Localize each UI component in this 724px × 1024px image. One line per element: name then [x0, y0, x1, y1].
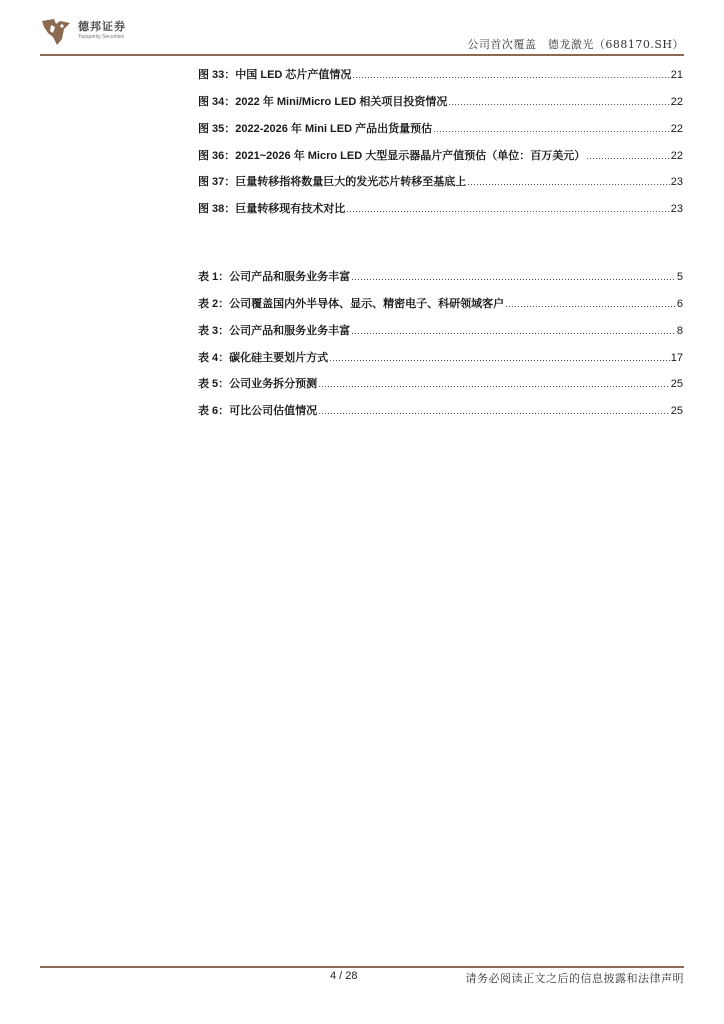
- toc-entry-title: 图 37：巨量转移指将数量巨大的发光芯片转移至基底上: [198, 176, 467, 188]
- toc-entry-title: 图 35：2022-2026 年 Mini LED 产品出货量预估: [198, 123, 433, 135]
- toc-entry-page: 21: [670, 69, 683, 81]
- dot-leader: [346, 201, 669, 217]
- toc-entry-page: 17: [670, 352, 683, 364]
- toc-entry-page: 23: [670, 203, 683, 215]
- toc-entry-page: 8: [676, 325, 683, 337]
- toc-entry[interactable]: [198, 201, 683, 217]
- toc-entry-page: 22: [670, 123, 683, 135]
- page-header: [0, 0, 724, 60]
- dot-leader: [318, 376, 670, 392]
- dot-leader: [505, 296, 676, 312]
- logo-icon: [40, 15, 72, 47]
- toc-entry[interactable]: [198, 148, 683, 164]
- toc-entry-title: 图 38：巨量转移现有技术对比: [198, 203, 346, 215]
- toc-entry[interactable]: [198, 94, 683, 110]
- toc-entry-title: 表 6：可比公司估值情况: [198, 405, 318, 417]
- toc-entry-page: 22: [670, 150, 683, 162]
- toc-entry[interactable]: [198, 174, 683, 190]
- report-title: 公司首次覆盖 德龙激光（688170.SH）: [467, 38, 684, 51]
- toc-entry-page: 25: [670, 405, 683, 417]
- toc-entry[interactable]: [198, 67, 683, 83]
- toc-entry-page: 6: [676, 298, 683, 310]
- toc-entry-title: 表 5：公司业务拆分预测: [198, 378, 318, 390]
- toc-entry[interactable]: [198, 323, 683, 339]
- toc-entry[interactable]: [198, 269, 683, 285]
- toc-entry-title: 图 34：2022 年 Mini/Micro LED 相关项目投资情况: [198, 96, 448, 108]
- dot-leader: [351, 323, 676, 339]
- legal-disclaimer: 请务必阅读正文之后的信息披露和法律声明: [465, 972, 684, 985]
- toc-entry-title: 图 36：2021~2026 年 Micro LED 大型显示器晶片产值预估（单位：百万美元）: [198, 150, 586, 162]
- toc-entry-title: 图 33：中国 LED 芯片产值情况: [198, 69, 352, 81]
- logo-english-name: Topsperity Securities: [78, 34, 125, 40]
- toc-entry-title: 表 2：公司覆盖国内外半导体、显示、精密电子、科研领域客户: [198, 298, 505, 310]
- toc-entry-page: 23: [670, 176, 683, 188]
- dot-leader: [318, 403, 670, 419]
- toc-entry[interactable]: [198, 403, 683, 419]
- footer-divider: [40, 966, 684, 968]
- toc-entry-page: 25: [670, 378, 683, 390]
- header-divider: [40, 54, 684, 56]
- toc-entry[interactable]: [198, 350, 683, 366]
- toc-entry-title: 表 3：公司产品和服务业务丰富: [198, 325, 351, 337]
- toc-entry[interactable]: [198, 376, 683, 392]
- logo-chinese-name: 德邦证券: [78, 21, 126, 33]
- dot-leader: [448, 94, 669, 110]
- toc-entry[interactable]: [198, 121, 683, 137]
- dot-leader: [351, 269, 676, 285]
- toc-entry-title: 表 1：公司产品和服务业务丰富: [198, 271, 351, 283]
- toc-entry-page: 22: [670, 96, 683, 108]
- toc-entry-page: 5: [676, 271, 683, 283]
- toc-entry[interactable]: [198, 296, 683, 312]
- page-number: 4 / 28: [330, 970, 358, 982]
- company-logo: [40, 15, 126, 47]
- dot-leader: [433, 121, 670, 137]
- dot-leader: [586, 148, 670, 164]
- dot-leader: [329, 350, 670, 366]
- toc-entry-title: 表 4：碳化硅主要划片方式: [198, 352, 329, 364]
- dot-leader: [352, 67, 669, 83]
- dot-leader: [467, 174, 669, 190]
